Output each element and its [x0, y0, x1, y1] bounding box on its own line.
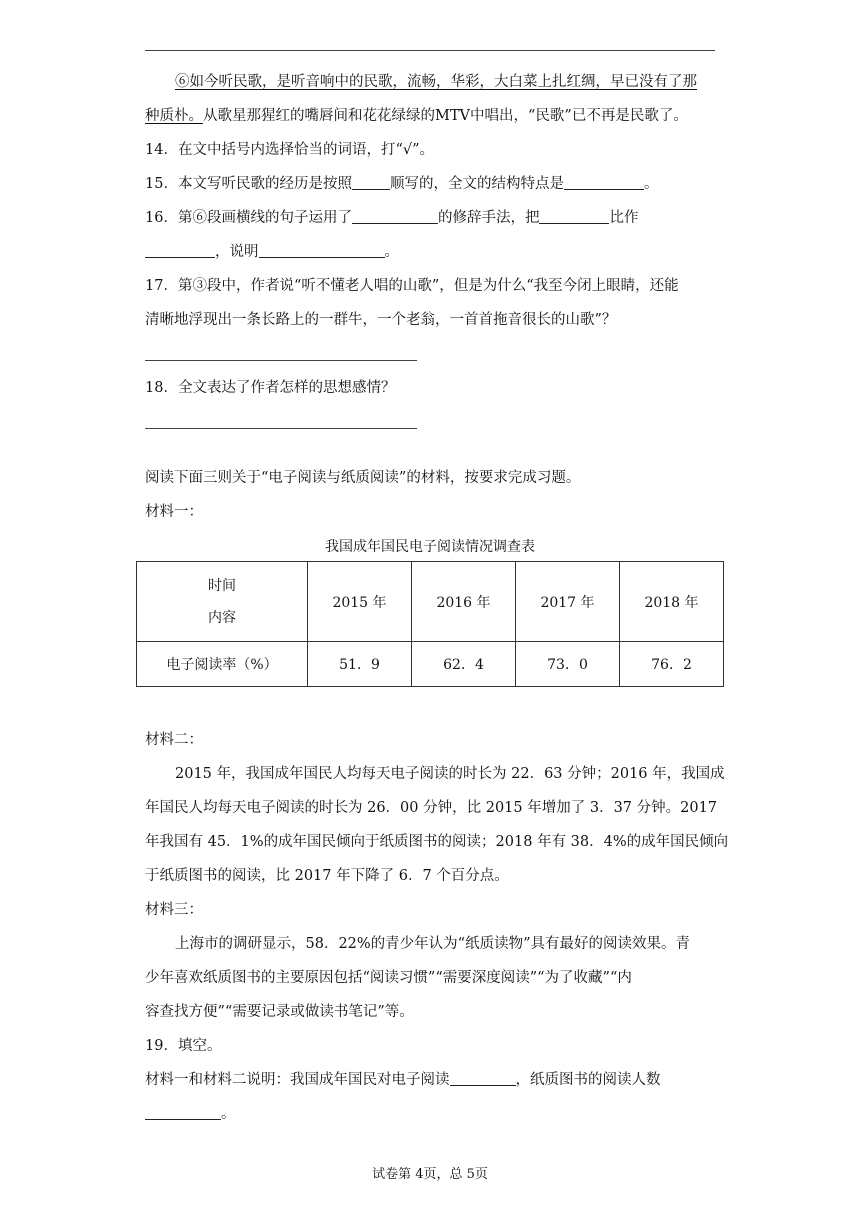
row-label-cell: 电子阅读率（%）: [137, 642, 308, 687]
table-title: 我国成年国民电子阅读情况调查表: [325, 539, 535, 555]
question-16-line1: [145, 208, 638, 228]
question-14: 14．在文中括号内选择恰当的词语，打“√”。: [145, 142, 435, 158]
underlined-sentence-end: 种质朴。: [145, 108, 203, 124]
year-cell: 2016 年: [412, 562, 516, 642]
q16-text-2: 的修辞手法，把: [437, 210, 540, 226]
q19-blank-2[interactable]: [145, 1105, 221, 1120]
year-cell: 2015 年: [308, 562, 412, 642]
material2-line: 于纸质图书的阅读，比 2017 年下降了 6．7 个百分点。: [145, 868, 509, 884]
q19-text-3: 。: [221, 1106, 236, 1122]
year-cell: 2018 年: [620, 562, 724, 642]
survey-table: [136, 561, 724, 687]
q15-text-2: 顺写的，全文的结构特点是: [389, 176, 564, 192]
header-content: 内容: [208, 609, 236, 626]
question-19-line2: [145, 1104, 236, 1124]
material3-line: 上海市的调研显示，58．22%的青少年认为“纸质读物”具有最好的阅读效果。青: [175, 936, 691, 952]
q17-answer-line[interactable]: [145, 360, 417, 361]
underlined-sentence: ⑥如今听民歌，是听音响中的民歌，流畅，华彩，大白菜上扎红绸，早已没有了那: [175, 74, 697, 90]
q18-answer-line[interactable]: [145, 428, 417, 429]
header-corner-cell: [137, 562, 308, 642]
q15-blank-1[interactable]: [352, 175, 390, 190]
q16-text-3: 比作: [609, 210, 639, 226]
question-18: 18．全文表达了作者怎样的思想感情？: [145, 380, 396, 396]
material2-line: 年国民人均每天电子阅读的时长为 26．00 分钟，比 2015 年增加了 3．37 分钟。2017: [145, 800, 718, 816]
q16-text-5: 。: [384, 244, 399, 260]
question-17-line2: 清晰地浮现出一条长路上的一群牛，一个老翁，一首首拖音很长的山歌”？: [145, 312, 617, 328]
q15-text-3: 。: [643, 176, 659, 192]
material3-line: 少年喜欢纸质图书的主要原因包括“阅读习惯”“需要深度阅读”“为了收藏”“内: [145, 970, 632, 986]
q16-text-4: ，说明: [215, 244, 259, 260]
q16-blank-2[interactable]: [539, 209, 609, 224]
value-cell: 62．4: [412, 642, 516, 687]
value-cell: 76．2: [620, 642, 724, 687]
header-time: 时间: [208, 577, 236, 594]
table-header-row: [137, 562, 724, 642]
q15-text-1: 15．本文写听民歌的经历是按照: [145, 176, 352, 192]
question-17-line1: 17．第③段中，作者说“听不懂老人唱的山歌”，但是为什么“我至今闭上眼睛，还能: [145, 278, 679, 294]
material2-line: 年我国有 45．1%的成年国民倾向于纸质图书的阅读；2018 年有 38．4%的成年国民倾向: [145, 834, 729, 850]
q16-blank-1[interactable]: [352, 209, 438, 224]
material2-line: 2015 年，我国成年国民人均每天电子阅读的时长为 22．63 分钟；2016 年，我国成: [175, 766, 725, 782]
value-cell: 51．9: [308, 642, 412, 687]
q19-blank-1[interactable]: [450, 1071, 516, 1086]
para6-rest: 从歌星那猩红的嘴唇间和花花绿绿的MTV中唱出，“民歌”已不再是民歌了。: [203, 108, 688, 124]
material3-label: 材料三：: [145, 902, 203, 918]
q19-text-2: ，纸质图书的阅读人数: [515, 1072, 661, 1088]
material3-line: 容查找方便”“需要记录或做读书笔记”等。: [145, 1004, 414, 1020]
year-cell: 2017 年: [516, 562, 620, 642]
table-data-row: [137, 642, 724, 687]
header-rule: [145, 50, 715, 51]
question-19-line1: [145, 1070, 661, 1090]
material1-label: 材料一：: [145, 504, 203, 520]
reading-intro: 阅读下面三则关于“电子阅读与纸质阅读”的材料，按要求完成习题。: [145, 470, 581, 486]
q16-text-1: 16．第⑥段画横线的句子运用了: [145, 210, 352, 226]
question-16-line2: [145, 242, 399, 262]
q16-blank-4[interactable]: [259, 243, 385, 258]
q19-text-1: 材料一和材料二说明：我国成年国民对电子阅读: [145, 1072, 450, 1088]
value-cell: 73．0: [516, 642, 620, 687]
para6-line1: [175, 72, 697, 92]
para6-line2: [145, 106, 688, 126]
question-19-title: 19．填空。: [145, 1038, 222, 1054]
q16-blank-3[interactable]: [145, 243, 215, 258]
question-15: [145, 174, 658, 194]
page-footer: 试卷第 4页，总 5页: [372, 1167, 488, 1182]
q15-blank-2[interactable]: [564, 175, 644, 190]
material2-label: 材料二：: [145, 732, 203, 748]
